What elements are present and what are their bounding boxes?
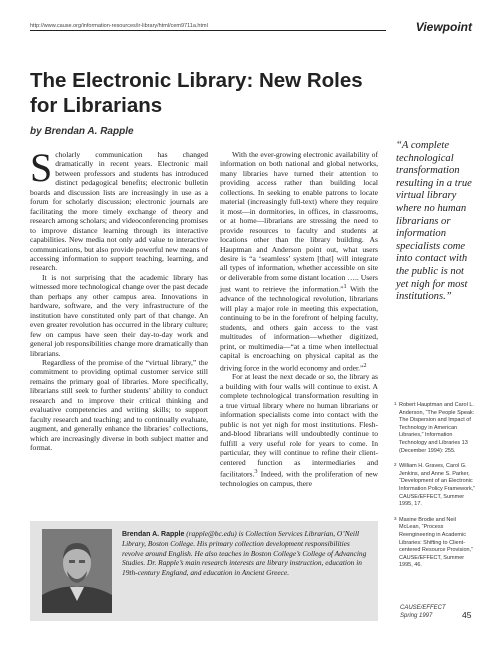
source-url: http://www.cause.org/information-resources/ir-library/html/cem9711a.html bbox=[30, 23, 208, 29]
footnote-ref-2[interactable]: 2 bbox=[363, 361, 367, 369]
footnote-number: 2 bbox=[394, 462, 397, 468]
footnote-ref-1[interactable]: 1 bbox=[343, 283, 347, 291]
footnote-ref-3[interactable]: 3 bbox=[254, 468, 258, 476]
footnote-text: William H. Graves, Carol G. Jenkins, and Anne S. Parker, “Development of an Electronic Information Policy Framework,” CAUSE/EFFECT, Summer 1995, 17. bbox=[399, 463, 476, 508]
author-bio-box bbox=[30, 521, 378, 621]
footnote bbox=[394, 517, 476, 570]
footnote bbox=[394, 463, 476, 509]
byline: by Brendan A. Rapple bbox=[30, 126, 134, 137]
footnote-number: 3 bbox=[394, 515, 397, 521]
author-name: Brendan A. Rapple bbox=[122, 531, 185, 538]
body-column-1 bbox=[30, 145, 208, 453]
author-portrait-icon bbox=[42, 529, 112, 613]
pull-quote: “A complete technological transformation resulting in a true virtual library where no human librarians or information specialists come into contact with the public is not yet nigh for most institutions.” bbox=[396, 140, 472, 303]
footnotes bbox=[394, 402, 476, 578]
header-rule bbox=[30, 30, 386, 31]
author-photo bbox=[42, 529, 112, 613]
section-label: Viewpoint bbox=[415, 20, 472, 34]
footnote-number: 1 bbox=[394, 401, 397, 406]
author-bio-text bbox=[122, 529, 370, 577]
author-bio-body: (rapple@bc.edu) is Collection Services Librarian, O’Neill Library, Boston College. His primary collection development responsibilities revolve around English. He also teaches in Boston College’s College of Advancing Studies. Dr. Rapple’s main research interests are library instruction, education in 19th-century England, and education in Ancient Greece. bbox=[122, 529, 367, 577]
page-number: 45 bbox=[462, 610, 472, 620]
journal-issue: Spring 1997 bbox=[400, 613, 433, 619]
paragraph-3: Regardless of the promise of the “virtual library,” the commitment to providing optimal customer service still remains the primary goal of libraries. More specifically, librarians still seek to further students’ ability to conduct research and to improve their critical thinking and evaluative competencies and writing skills; to support faculty research and teaching; and to continually evaluate, augment, and generally enhance the libraries’ collections, which are increasingly diverse in both subject matter and format. bbox=[30, 357, 208, 453]
footnote-text: Robert Hauptman and Carol L. Anderson, “The People Speak: The Dispersion and Impact of Technology in American Libraries,” Information Technology and Libraries 13 (December 1994): 255. bbox=[399, 402, 475, 454]
paragraph-4-text: With the ever-growing electronic availability of information on both national and global networks, many libraries have turned their attention to providing access rather than building local collections. In seeking to enable patrons to locate material (increasingly full-text) where they require it most—in dormitories, in offices, in classrooms, or at home—librarians are stressing the need to provide resources to faculty and students at locations other than the library building. As Hauptman and Anderson point out, what users desire is “a ‘seamless’ system [that] will integrate all types of information, whether accessible on site or deliverable from some distant location ….. Users just want to retrieve the information.” bbox=[220, 150, 378, 294]
journal-name: CAUSE/EFFECT bbox=[400, 605, 446, 611]
journal-footer bbox=[400, 604, 446, 620]
paragraph-5 bbox=[220, 372, 378, 488]
footnote-text: Maxine Brodie and Neil McLean, “Process Reengineering in Academic Libraries: Shifting to Client-centered Resource Provision,” CAUSE/EFFECT, Summer 1995, 46. bbox=[399, 516, 473, 569]
paragraph-4-cont: With the advance of the technological revolution, librarians will play a major role in meeting this expectation, continuing to be in the forefront of helping faculty, students, and others gain access to the vast multitudes of information—whether digitized, print, or multimedia—“at a time when intellectual capital is encroaching on physical capital as the driving force in the world economy and order.” bbox=[220, 284, 378, 373]
paragraph-2: It is not surprising that the academic library has witnessed more technological change over the past decade than perhaps any other campus area. Innovations in hardware, software, and the very infrastructure of the institution have constituted only part of that change. An even greater revolution has occurred in the library culture; few on campus have seen their day-to-day work and general job responsibilities change more dramatically than librarians. bbox=[30, 272, 208, 358]
paragraph-1-text: cholarly communication has changed dramatically in recent years. Electronic mail between professors and students has introduced distinct pedagogical benefits; electronic bulletin boards and discussion lists are increasingly in use as a forum for scholarly discussion; electronic journals are facilitating the more timely exchange of theory and research among scholars; and videoconferencing promises to improve distance learning through its interactive capabilities. New media not only add value to interactive communications, but also provide powerful new means of accessing information to support teaching, learning, and research. bbox=[30, 150, 208, 273]
paragraph-1 bbox=[30, 145, 208, 273]
article-title: The Electronic Library: New Roles for Librarians bbox=[30, 69, 363, 117]
drop-cap: S bbox=[30, 145, 53, 190]
paragraph-5-cont: Indeed, with the proliferation of new technologies on campus, there bbox=[220, 469, 378, 488]
paragraph-4 bbox=[220, 150, 378, 372]
footnote bbox=[394, 402, 476, 455]
body-column-2 bbox=[220, 150, 378, 488]
paragraph-5-text: For at least the next decade or so, the library as a building with four walls will continue to exist. A complete technological transformation resulting in a true virtual library where no human librarians or information specialists come into contact with the public is not yet nigh for most institutions. Flesh-and-blood librarians will undoubtedly continue to fulfill a very useful role for years to come. In particular, they will continue to refine their client-centered function as intermediaries and facilitators. bbox=[220, 372, 378, 479]
